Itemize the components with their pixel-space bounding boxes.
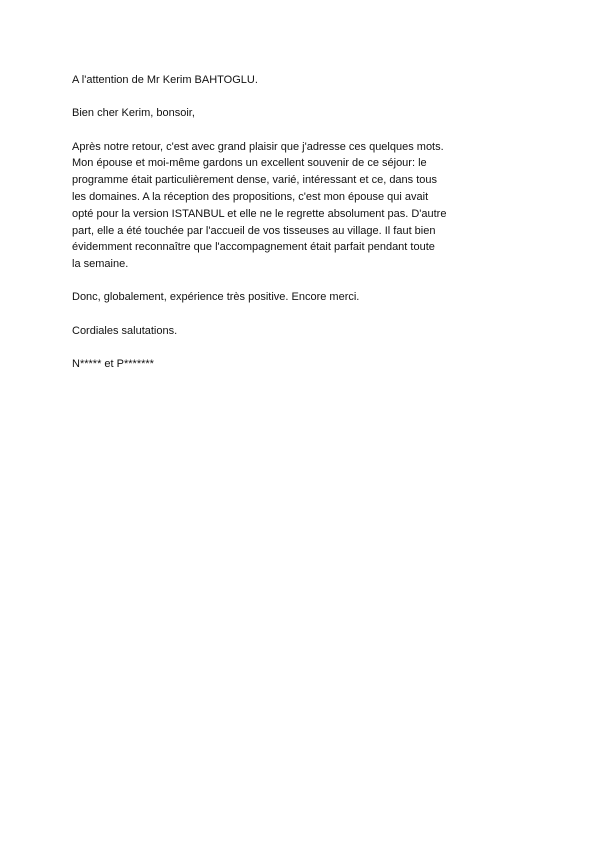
letter-body — [72, 72, 462, 389]
paragraph-line: opté pour la version ISTANBUL et elle ne le regrette absolument pas. D'autre — [72, 207, 447, 220]
paragraph-line: évidemment reconnaître que l'accompagnement était parfait pendant toute — [72, 241, 435, 254]
paragraph-line: Mon épouse et moi-même gardons un excellent souvenir de ce séjour: le — [72, 157, 427, 170]
paragraph-line: programme était particulièrement dense, varié, intéressant et ce, dans tous — [72, 174, 438, 187]
paragraph-line: les domaines. A la réception des propositions, c'est mon épouse qui avait — [72, 190, 429, 203]
paragraph-line: la semaine. — [72, 258, 129, 271]
greeting-line: Bien cher Kerim, bonsoir, — [72, 107, 195, 120]
paragraph-line: Après notre retour, c'est avec grand plaisir que j'adresse ces quelques mots. — [72, 140, 444, 153]
main-paragraph — [72, 139, 462, 273]
paragraph-line: part, elle a été touchée par l'accueil de vos tisseuses au village. Il faut bien — [72, 224, 436, 237]
attention-line: A l'attention de Mr Kerim BAHTOGLU. — [72, 74, 258, 86]
signature-line: N***** et P******* — [72, 358, 154, 371]
closing-line: Cordiales salutations. — [72, 324, 178, 337]
summary-line: Donc, globalement, expérience très positive. Encore merci. — [72, 291, 360, 304]
